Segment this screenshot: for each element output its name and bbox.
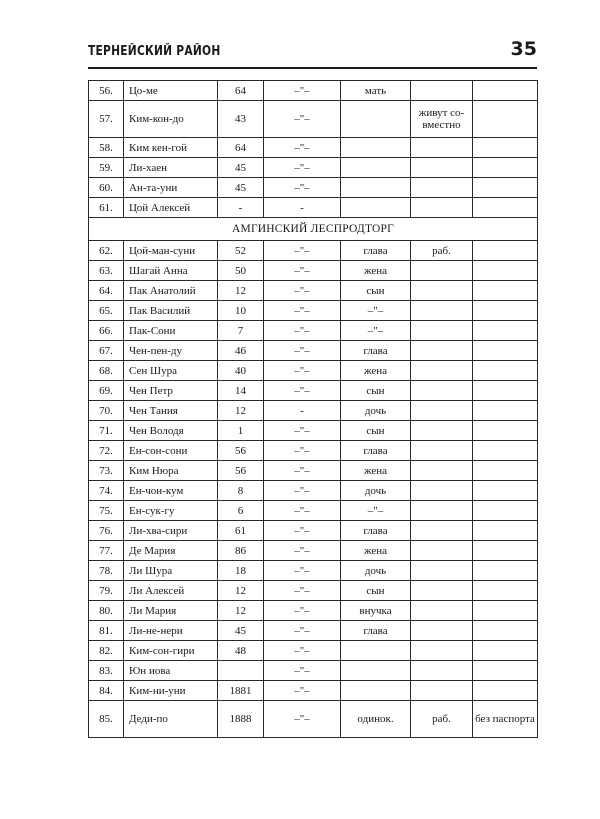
extra-cell — [473, 601, 538, 621]
ditto-cell: –"– — [264, 381, 341, 401]
row-number: 81. — [89, 621, 124, 641]
age-cell: 1881 — [218, 681, 264, 701]
age-cell: 8 — [218, 481, 264, 501]
person-name: Юн иова — [124, 661, 218, 681]
row-number: 74. — [89, 481, 124, 501]
extra-cell — [473, 261, 538, 281]
note-cell — [411, 301, 473, 321]
note-cell — [411, 341, 473, 361]
row-number: 72. — [89, 441, 124, 461]
table-row — [89, 521, 538, 541]
extra-cell — [473, 441, 538, 461]
table-row — [89, 561, 538, 581]
relation-cell: дочь — [341, 401, 411, 421]
age-cell: 18 — [218, 561, 264, 581]
ditto-cell: –"– — [264, 501, 341, 521]
row-number: 73. — [89, 461, 124, 481]
ditto-cell: –"– — [264, 701, 341, 738]
row-number: 62. — [89, 241, 124, 261]
ditto-cell: –"– — [264, 138, 341, 158]
relation-cell: –"– — [341, 321, 411, 341]
ditto-cell: –"– — [264, 481, 341, 501]
age-cell: 45 — [218, 178, 264, 198]
ditto-cell: –"– — [264, 581, 341, 601]
person-name: Де Мария — [124, 541, 218, 561]
ditto-cell: –"– — [264, 641, 341, 661]
extra-cell — [473, 321, 538, 341]
row-number: 79. — [89, 581, 124, 601]
register-table — [88, 80, 538, 738]
age-cell: 45 — [218, 158, 264, 178]
age-cell: 50 — [218, 261, 264, 281]
ditto-cell: –"– — [264, 101, 341, 138]
person-name: Ан-та-уни — [124, 178, 218, 198]
row-number: 57. — [89, 101, 124, 138]
row-number: 67. — [89, 341, 124, 361]
person-name: Деди-по — [124, 701, 218, 738]
note-cell — [411, 178, 473, 198]
table-row — [89, 421, 538, 441]
age-cell: 64 — [218, 138, 264, 158]
table-row — [89, 441, 538, 461]
extra-cell — [473, 101, 538, 138]
age-cell: 45 — [218, 621, 264, 641]
header-rule — [88, 67, 537, 69]
ditto-cell: –"– — [264, 461, 341, 481]
extra-cell — [473, 401, 538, 421]
person-name: Сен Шура — [124, 361, 218, 381]
relation-cell: внучка — [341, 601, 411, 621]
row-number: 83. — [89, 661, 124, 681]
note-cell — [411, 681, 473, 701]
row-number: 85. — [89, 701, 124, 738]
extra-cell — [473, 241, 538, 261]
note-cell: раб. — [411, 241, 473, 261]
table-row — [89, 681, 538, 701]
relation-cell — [341, 681, 411, 701]
ditto-cell: –"– — [264, 601, 341, 621]
person-name: Ен-чон-кум — [124, 481, 218, 501]
row-number: 82. — [89, 641, 124, 661]
relation-cell: жена — [341, 541, 411, 561]
relation-cell — [341, 158, 411, 178]
table-row — [89, 158, 538, 178]
person-name: Пак Василий — [124, 301, 218, 321]
note-cell — [411, 541, 473, 561]
age-cell: 10 — [218, 301, 264, 321]
extra-cell — [473, 178, 538, 198]
person-name: Ким Нюра — [124, 461, 218, 481]
row-number: 78. — [89, 561, 124, 581]
ditto-cell: –"– — [264, 521, 341, 541]
table-row — [89, 641, 538, 661]
relation-cell: сын — [341, 381, 411, 401]
person-name: Ли Шура — [124, 561, 218, 581]
note-cell — [411, 621, 473, 641]
ditto-cell: –"– — [264, 178, 341, 198]
table-row — [89, 241, 538, 261]
extra-cell — [473, 661, 538, 681]
extra-cell — [473, 81, 538, 101]
relation-cell: дочь — [341, 481, 411, 501]
relation-cell: сын — [341, 581, 411, 601]
section-row — [89, 218, 538, 241]
section-title: АМГИНСКИЙ ЛЕСПРОДТОРГ — [89, 218, 538, 241]
note-cell — [411, 461, 473, 481]
person-name: Пак Анатолий — [124, 281, 218, 301]
table-row — [89, 361, 538, 381]
table-row — [89, 178, 538, 198]
table-row — [89, 461, 538, 481]
note-cell — [411, 441, 473, 461]
person-name: Чен Тания — [124, 401, 218, 421]
row-number: 70. — [89, 401, 124, 421]
note-cell — [411, 561, 473, 581]
age-cell: 12 — [218, 581, 264, 601]
extra-cell — [473, 621, 538, 641]
row-number: 58. — [89, 138, 124, 158]
table-row — [89, 401, 538, 421]
relation-cell — [341, 198, 411, 218]
person-name: Ли-хаен — [124, 158, 218, 178]
age-cell: 1888 — [218, 701, 264, 738]
note-cell — [411, 641, 473, 661]
extra-cell — [473, 281, 538, 301]
age-cell: 40 — [218, 361, 264, 381]
note-cell — [411, 601, 473, 621]
person-name: Шагай Анна — [124, 261, 218, 281]
relation-cell — [341, 661, 411, 681]
person-name: Ким-ни-уни — [124, 681, 218, 701]
page-header — [88, 40, 537, 70]
table-row — [89, 541, 538, 561]
ditto-cell: –"– — [264, 421, 341, 441]
age-cell: 52 — [218, 241, 264, 261]
table-row — [89, 481, 538, 501]
register-table-body — [89, 81, 538, 738]
relation-cell: жена — [341, 261, 411, 281]
age-cell: 86 — [218, 541, 264, 561]
extra-cell — [473, 681, 538, 701]
age-cell: 61 — [218, 521, 264, 541]
ditto-cell: - — [264, 198, 341, 218]
row-number: 63. — [89, 261, 124, 281]
extra-cell — [473, 421, 538, 441]
age-cell: 12 — [218, 281, 264, 301]
relation-cell: глава — [341, 241, 411, 261]
extra-cell — [473, 381, 538, 401]
extra-cell — [473, 198, 538, 218]
person-name: Пак-Сони — [124, 321, 218, 341]
note-cell — [411, 521, 473, 541]
relation-cell — [341, 178, 411, 198]
person-name: Ли Алексей — [124, 581, 218, 601]
page-number: 35 — [510, 38, 537, 60]
row-number: 80. — [89, 601, 124, 621]
extra-cell — [473, 541, 538, 561]
ditto-cell: –"– — [264, 158, 341, 178]
table-row — [89, 501, 538, 521]
note-cell — [411, 661, 473, 681]
person-name: Ен-сон-сони — [124, 441, 218, 461]
extra-cell — [473, 138, 538, 158]
relation-cell: жена — [341, 361, 411, 381]
table-row — [89, 381, 538, 401]
row-number: 59. — [89, 158, 124, 178]
age-cell: 12 — [218, 601, 264, 621]
ditto-cell: –"– — [264, 301, 341, 321]
age-cell: 46 — [218, 341, 264, 361]
table-row — [89, 321, 538, 341]
relation-cell: жена — [341, 461, 411, 481]
age-cell — [218, 661, 264, 681]
ditto-cell: –"– — [264, 241, 341, 261]
ditto-cell: –"– — [264, 81, 341, 101]
row-number: 76. — [89, 521, 124, 541]
row-number: 61. — [89, 198, 124, 218]
table-row — [89, 701, 538, 738]
extra-cell — [473, 501, 538, 521]
age-cell: 48 — [218, 641, 264, 661]
relation-cell: сын — [341, 281, 411, 301]
extra-cell — [473, 461, 538, 481]
extra-cell: без паспорта — [473, 701, 538, 738]
note-cell — [411, 581, 473, 601]
extra-cell — [473, 301, 538, 321]
table-row — [89, 198, 538, 218]
person-name: Ли-хва-сири — [124, 521, 218, 541]
row-number: 69. — [89, 381, 124, 401]
row-number: 75. — [89, 501, 124, 521]
ditto-cell: –"– — [264, 281, 341, 301]
person-name: Цой Алексей — [124, 198, 218, 218]
table-row — [89, 601, 538, 621]
relation-cell: глава — [341, 521, 411, 541]
extra-cell — [473, 481, 538, 501]
relation-cell: одинок. — [341, 701, 411, 738]
table-row — [89, 341, 538, 361]
extra-cell — [473, 561, 538, 581]
age-cell: 64 — [218, 81, 264, 101]
extra-cell — [473, 341, 538, 361]
person-name: Ли-не-нери — [124, 621, 218, 641]
row-number: 77. — [89, 541, 124, 561]
relation-cell — [341, 641, 411, 661]
table-row — [89, 138, 538, 158]
person-name: Ким-сон-гири — [124, 641, 218, 661]
relation-cell — [341, 138, 411, 158]
table-row — [89, 301, 538, 321]
ditto-cell: - — [264, 401, 341, 421]
row-number: 65. — [89, 301, 124, 321]
table-row — [89, 281, 538, 301]
note-cell — [411, 81, 473, 101]
table-row — [89, 261, 538, 281]
row-number: 56. — [89, 81, 124, 101]
note-cell: живут со-вместно — [411, 101, 473, 138]
relation-cell: дочь — [341, 561, 411, 581]
note-cell — [411, 158, 473, 178]
relation-cell: –"– — [341, 501, 411, 521]
table-row — [89, 581, 538, 601]
relation-cell: глава — [341, 341, 411, 361]
person-name: Чен Петр — [124, 381, 218, 401]
table-row — [89, 101, 538, 138]
row-number: 68. — [89, 361, 124, 381]
age-cell: 56 — [218, 461, 264, 481]
row-number: 60. — [89, 178, 124, 198]
person-name: Ли Мария — [124, 601, 218, 621]
note-cell: раб. — [411, 701, 473, 738]
row-number: 64. — [89, 281, 124, 301]
table-row — [89, 81, 538, 101]
person-name: Чен-пен-ду — [124, 341, 218, 361]
table-row — [89, 661, 538, 681]
extra-cell — [473, 158, 538, 178]
age-cell: 6 — [218, 501, 264, 521]
table-row — [89, 621, 538, 641]
relation-cell: сын — [341, 421, 411, 441]
ditto-cell: –"– — [264, 681, 341, 701]
note-cell — [411, 381, 473, 401]
note-cell — [411, 401, 473, 421]
extra-cell — [473, 521, 538, 541]
age-cell: 56 — [218, 441, 264, 461]
age-cell: 14 — [218, 381, 264, 401]
extra-cell — [473, 641, 538, 661]
relation-cell: –"– — [341, 301, 411, 321]
person-name: Ким кен-гой — [124, 138, 218, 158]
note-cell — [411, 481, 473, 501]
note-cell — [411, 421, 473, 441]
note-cell — [411, 198, 473, 218]
ditto-cell: –"– — [264, 341, 341, 361]
person-name: Ким-кон-до — [124, 101, 218, 138]
note-cell — [411, 361, 473, 381]
relation-cell — [341, 101, 411, 138]
note-cell — [411, 281, 473, 301]
age-cell: - — [218, 198, 264, 218]
age-cell: 12 — [218, 401, 264, 421]
row-number: 84. — [89, 681, 124, 701]
relation-cell: глава — [341, 441, 411, 461]
relation-cell: мать — [341, 81, 411, 101]
note-cell — [411, 321, 473, 341]
age-cell: 1 — [218, 421, 264, 441]
ditto-cell: –"– — [264, 441, 341, 461]
ditto-cell: –"– — [264, 541, 341, 561]
ditto-cell: –"– — [264, 661, 341, 681]
age-cell: 43 — [218, 101, 264, 138]
note-cell — [411, 138, 473, 158]
relation-cell: глава — [341, 621, 411, 641]
page-title: ТЕРНЕЙСКИЙ РАЙОН — [88, 44, 221, 59]
note-cell — [411, 501, 473, 521]
row-number: 71. — [89, 421, 124, 441]
person-name: Цо-ме — [124, 81, 218, 101]
row-number: 66. — [89, 321, 124, 341]
ditto-cell: –"– — [264, 261, 341, 281]
person-name: Чен Володя — [124, 421, 218, 441]
extra-cell — [473, 361, 538, 381]
ditto-cell: –"– — [264, 561, 341, 581]
extra-cell — [473, 581, 538, 601]
person-name: Ен-сук-гу — [124, 501, 218, 521]
ditto-cell: –"– — [264, 321, 341, 341]
note-cell — [411, 261, 473, 281]
age-cell: 7 — [218, 321, 264, 341]
ditto-cell: –"– — [264, 361, 341, 381]
ditto-cell: –"– — [264, 621, 341, 641]
person-name: Цой-ман-суни — [124, 241, 218, 261]
